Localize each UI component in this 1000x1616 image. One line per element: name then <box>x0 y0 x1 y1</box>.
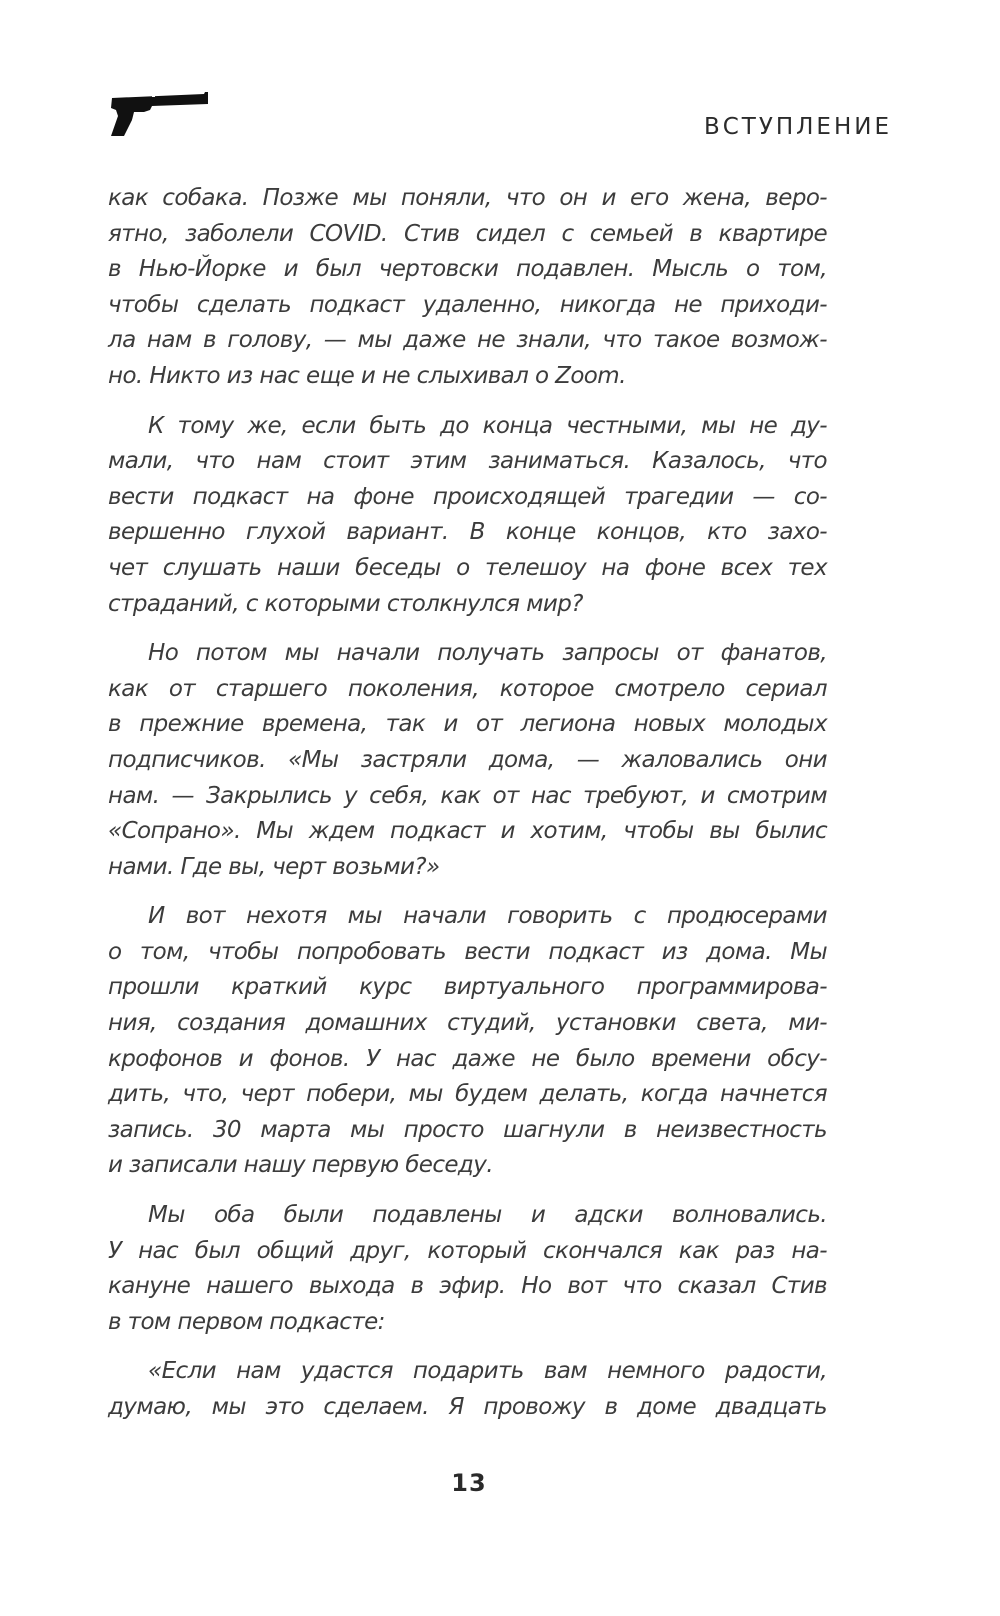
text-line: думаю, мы это сделаем. Я провожу в доме двадцать <box>108 1394 827 1420</box>
text-line: К тому же, если быть до конца честными, мы не ду- <box>148 412 827 439</box>
text-line: в том первом подкасте: <box>108 1308 385 1335</box>
text-line: вести подкаст на фоне происходящей трагедии — со- <box>108 483 827 510</box>
text-line: У нас был общий друг, который скончался как раз на- <box>108 1237 827 1264</box>
text-line: но. Никто из нас еще и не слыхивал о Zoom. <box>108 362 626 389</box>
paragraph <box>108 1354 827 1425</box>
text-line: крофонов и фонов. У нас даже не было времени обсу- <box>108 1045 827 1072</box>
text-line: мали, что нам стоит этим заниматься. Казалось, что <box>108 448 827 475</box>
text-line: прошли краткий курс виртуального программирова- <box>108 974 827 1001</box>
text-line: кануне нашего выхода в эфир. Но вот что сказал Стив <box>108 1273 827 1300</box>
text-line: ятно, заболели COVID. Стив сидел с семьей в квартире <box>108 220 827 247</box>
paragraph <box>108 1198 827 1340</box>
text-line: ла нам в голову, — мы даже не знали, что такое возмож- <box>108 327 827 354</box>
text-line: вершенно глухой вариант. В конце концов, кто захо- <box>108 519 827 546</box>
text-line: И вот нехотя мы начали говорить с продюсерами <box>148 903 827 930</box>
text-line: о том, чтобы попробовать вести подкаст из дома. Мы <box>108 938 827 965</box>
text-line: Мы оба были подавлены и адски волновались. <box>148 1202 827 1229</box>
text-line: ния, создания домашних студий, установки света, ми- <box>108 1010 827 1037</box>
paragraph <box>108 636 827 885</box>
text-line: Но потом мы начали получать запросы от фанатов, <box>148 640 827 667</box>
text-line: чет слушать наши беседы о телешоу на фоне всех тех <box>108 554 827 581</box>
text-line: страданий, с которыми столкнулся мир? <box>108 590 583 617</box>
text-line: подписчиков. «Мы застряли дома, — жаловались они <box>108 746 827 773</box>
text-line: нам. — Закрылись у себя, как от нас требуют, и смотрим <box>108 782 827 809</box>
text-line: в Нью-Йорке и был чертовски подавлен. Мысль о том, <box>108 256 827 283</box>
text-line: дить, что, черт побери, мы будем делать, когда начнется <box>108 1081 827 1108</box>
text-line: чтобы сделать подкаст удаленно, никогда не приходи- <box>108 291 827 318</box>
text-line: и записали нашу первую беседу. <box>108 1152 493 1179</box>
text-line: «Если нам удастся подарить вам немного радости, <box>148 1358 827 1385</box>
pistol-icon <box>108 90 210 138</box>
text-line: как собака. Позже мы поняли, что он и его жена, веро- <box>108 185 827 211</box>
paragraph <box>108 409 827 623</box>
body-text <box>108 181 827 1440</box>
text-line: нами. Где вы, черт возьми?» <box>108 853 440 880</box>
page-number: 13 <box>451 1469 487 1497</box>
running-head: ВСТУПЛЕНИЕ <box>703 114 892 140</box>
text-line: запись. 30 марта мы просто шагнули в неизвестность <box>108 1116 827 1143</box>
text-line: как от старшего поколения, которое смотрело сериал <box>108 675 827 702</box>
paragraph <box>108 181 827 395</box>
text-line: «Сопрано». Мы ждем подкаст и хотим, чтобы вы былис <box>108 818 827 845</box>
paragraph <box>108 899 827 1184</box>
text-line: в прежние времена, так и от легиона новых молодых <box>108 711 827 738</box>
